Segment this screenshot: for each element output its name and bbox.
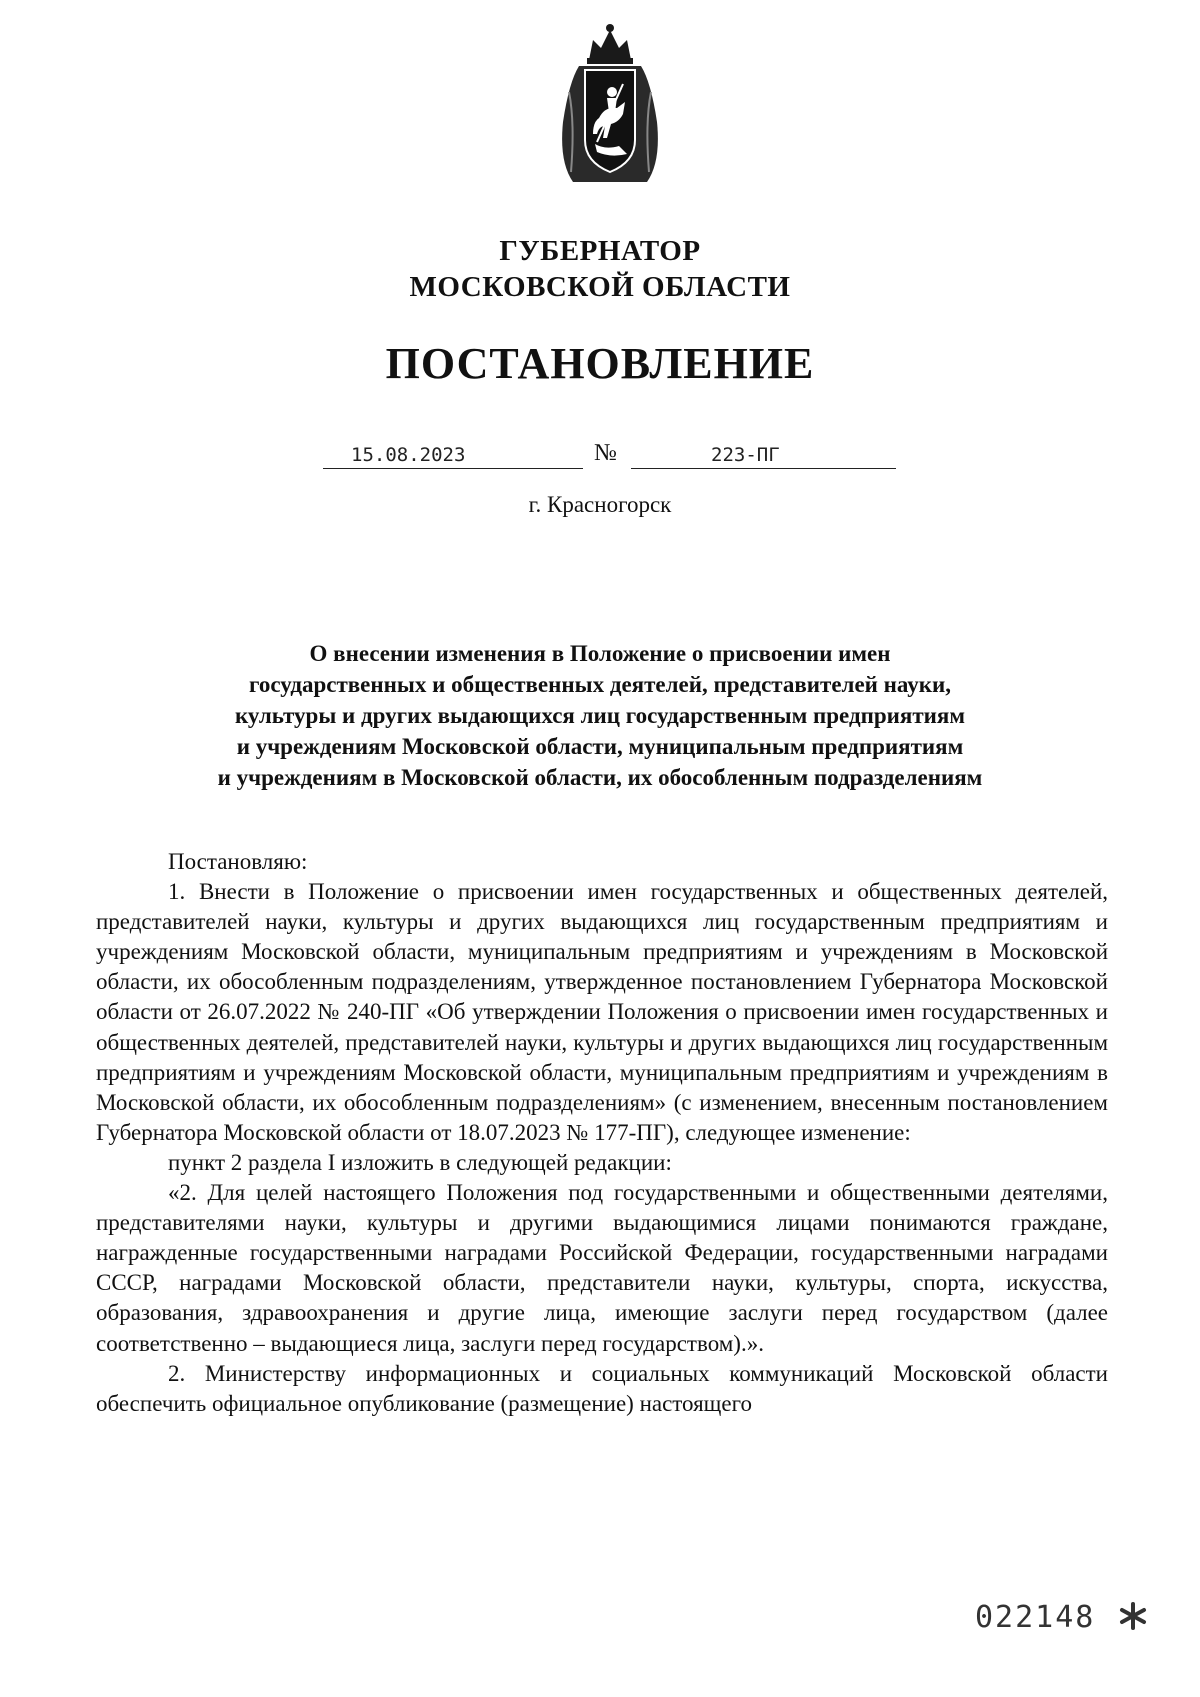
city: г. Красногорск: [528, 492, 672, 517]
document-title: [150, 638, 1050, 793]
body-paragraph: пункт 2 раздела I изложить в следующей редакции:: [168, 1149, 672, 1175]
document-type: ПОСТАНОВЛЕНИЕ: [385, 339, 815, 388]
body-paragraph: «2. Для целей настоящего Положения под государственными и общественными деятелями, представителями науки, культуры и другими выдающимися лицами понимаются граждане, награжденные государственными наградами Российской Федерации, государственными наградами СССР, наградами Московской области, представители науки, культуры, спорта, искусства, образования, здравоохранения и другие лица, имеющие заслуги перед государством (далее соответственно – выдающиеся лица, заслуги перед государством).».: [96, 1180, 1108, 1356]
authority-name-line1: ГУБЕРНАТОР: [499, 235, 701, 267]
document-date: 15.08.2023: [351, 444, 466, 466]
authority-name-line2: МОСКОВСКОЙ ОБЛАСТИ: [409, 271, 791, 303]
document-body: [96, 847, 1108, 1419]
body-paragraph: 2. Министерству информационных и социальных коммуникаций Московской области обеспечить официальное опубликование (размещение) настоящего: [96, 1360, 1108, 1416]
asterisk-icon: [1118, 1601, 1148, 1631]
intro-paragraph: Постановляю:: [168, 849, 308, 874]
body-paragraph: 1. Внести в Положение о присвоении имен государственных и общественных деятелей, представителей науки, культуры и других выдающихся лиц государственным предприятиям и учреждениям Московской области, муниципальным предприятиям и учреждениям в Московской области, их обособленным подразделениям, утвержденное постановлением Губернатора Московской области от 26.07.2022 № 240-ПГ «Об утверждении Положения о присвоении имен государственных и общественных деятелей, представителей науки, культуры и других выдающихся лиц государственным предприятиям и учреждениям Московской области, муниципальным предприятиям и учреждениям в Московской области, их обособленным подразделениям» (с изменением, внесенным постановлением Губернатора Московской области от 18.07.2023 № 177-ПГ), следующее изменение:: [96, 879, 1108, 1145]
document-number: 223-ПГ: [711, 444, 780, 466]
title-line: О внесении изменения в Положение о присвоении имен: [309, 641, 891, 666]
number-field: [631, 438, 896, 469]
serial-number: 022148: [975, 1600, 1096, 1635]
title-line: и учреждениям Московской области, муниципальным предприятиям: [236, 734, 964, 759]
number-sign: №: [594, 440, 617, 466]
moscow-oblast-coat-of-arms-icon: [549, 22, 671, 188]
date-field: [323, 438, 583, 469]
title-line: и учреждениям в Московской области, их обособленным подразделениям: [217, 765, 983, 790]
title-line: государственных и общественных деятелей, представителей науки,: [248, 672, 952, 697]
title-line: культуры и других выдающихся лиц государственным предприятиям: [234, 703, 965, 728]
